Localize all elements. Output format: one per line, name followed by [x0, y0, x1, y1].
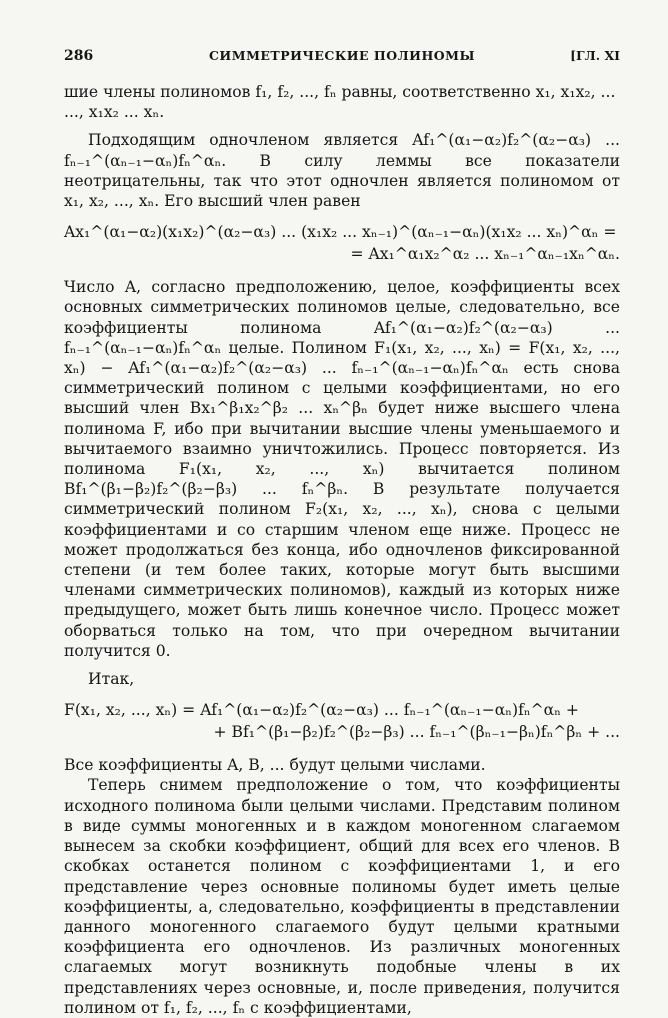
paragraph-1-line-1: шие члены полиномов f₁, f₂, ..., fₙ равны, соответственно x₁, x₁x₂, ...	[64, 83, 616, 101]
running-title: СИММЕТРИЧЕСКИЕ ПОЛИНОМЫ	[208, 48, 476, 63]
paragraph-6: Теперь снимем предположение о том, что коэффициенты исходного полинома были целыми числами. Представим полином в виде суммы моногенных и в каждом моногенном слагаемом вынесем за скобки коэффициент, общий для всех его членов. В скобках останется полином с коэффициентами 1, и его представление через основные полиномы будет иметь целые коэффициенты, а, следовательно, коэффициенты в представлении данного моногенного слагаемого будут целыми кратными коэффициента его одночленов. Из различных моногенных слагаемых могут возникнуть подобные члены в их представлениях через основные, и, после приведения, получится полином от f₁, f₂, ..., fₙ с коэффициентами,	[64, 776, 620, 1017]
equation-2-line-1: F(x₁, x₂, ..., xₙ) = Af₁^(α₁−α₂)f₂^(α₂−α₃) ... fₙ₋₁^(αₙ₋₁−αₙ)fₙ^αₙ +	[64, 701, 579, 720]
paragraph-1-line-2: ..., x₁x₂ ... xₙ.	[64, 103, 165, 122]
paragraph-2: Подходящим одночленом является Af₁^(α₁−α₂)f₂^(α₂−α₃) ... fₙ₋₁^(αₙ₋₁−αₙ)fₙ^αₙ. В силу леммы все показатели неотрицательны, так что этот одночлен является полиномом от x₁, x₂, ..., xₙ. Его высший член равен	[64, 131, 620, 211]
paragraph-3: Число A, согласно предположению, целое, коэффициенты всех основных симметрических полиномов целые, следовательно, все коэффициенты полинома Af₁^(α₁−α₂)f₂^(α₂−α₃) ... fₙ₋₁^(αₙ₋₁−αₙ)fₙ^αₙ целые. Полином F₁(x₁, x₂, ..., xₙ) = F(x₁, x₂, ..., xₙ) − Af₁^(α₁−α₂)f₂^(α₂−α₃) ... fₙ₋₁^(αₙ₋₁−αₙ)fₙ^αₙ есть снова симметрический полином с целыми коэффициентами, но его высший член Bx₁^β₁x₂^β₂ ... xₙ^βₙ будет ниже высшего члена полинома F, ибо при вычитании высшие члены уменьшаемого и вычитаемого взаимно уничтожились. Процесс повторяется. Из полинома F₁(x₁, x₂, ..., xₙ) вычитается полином Bf₁^(β₁−β₂)f₂^(β₂−β₃) ... fₙ^βₙ. В результате получается симметрический полином F₂(x₁, x₂, ..., xₙ), снова с целыми коэффициентами и со старшим членом еще ниже. Процесс не может продолжаться без конца, ибо одночленов фиксированной степени (и тем более таких, которые могут быть высшими членами симметрических полиномов), каждый из которых ниже предыдущего, может быть лишь конечное число. Процесс может оборваться только на том, что при очередном вычитании получится 0.	[64, 278, 620, 660]
page-number: 286	[64, 48, 94, 64]
book-page	[64, 48, 620, 1018]
equation-1	[64, 221, 620, 265]
running-header	[64, 48, 620, 74]
equation-2-line-2: + Bf₁^(β₁−β₂)f₂^(β₂−β₃) ... fₙ₋₁^(βₙ₋₁−βₙ)fₙ^βₙ + ...	[213, 723, 620, 742]
equation-1-line-2: = Ax₁^α₁x₂^α₂ ... xₙ₋₁^αₙ₋₁xₙ^αₙ.	[350, 245, 620, 264]
chapter-marker: [ГЛ. XI	[570, 48, 620, 63]
paragraph-5: Все коэффициенты A, B, ... будут целыми числами.	[64, 756, 486, 775]
equation-2	[64, 699, 620, 743]
equation-1-line-1: Ax₁^(α₁−α₂)(x₁x₂)^(α₂−α₃) ... (x₁x₂ ... xₙ₋₁)^(αₙ₋₁−αₙ)(x₁x₂ ... xₙ)^αₙ =	[64, 223, 617, 242]
paragraph-4: Итак,	[88, 670, 135, 689]
